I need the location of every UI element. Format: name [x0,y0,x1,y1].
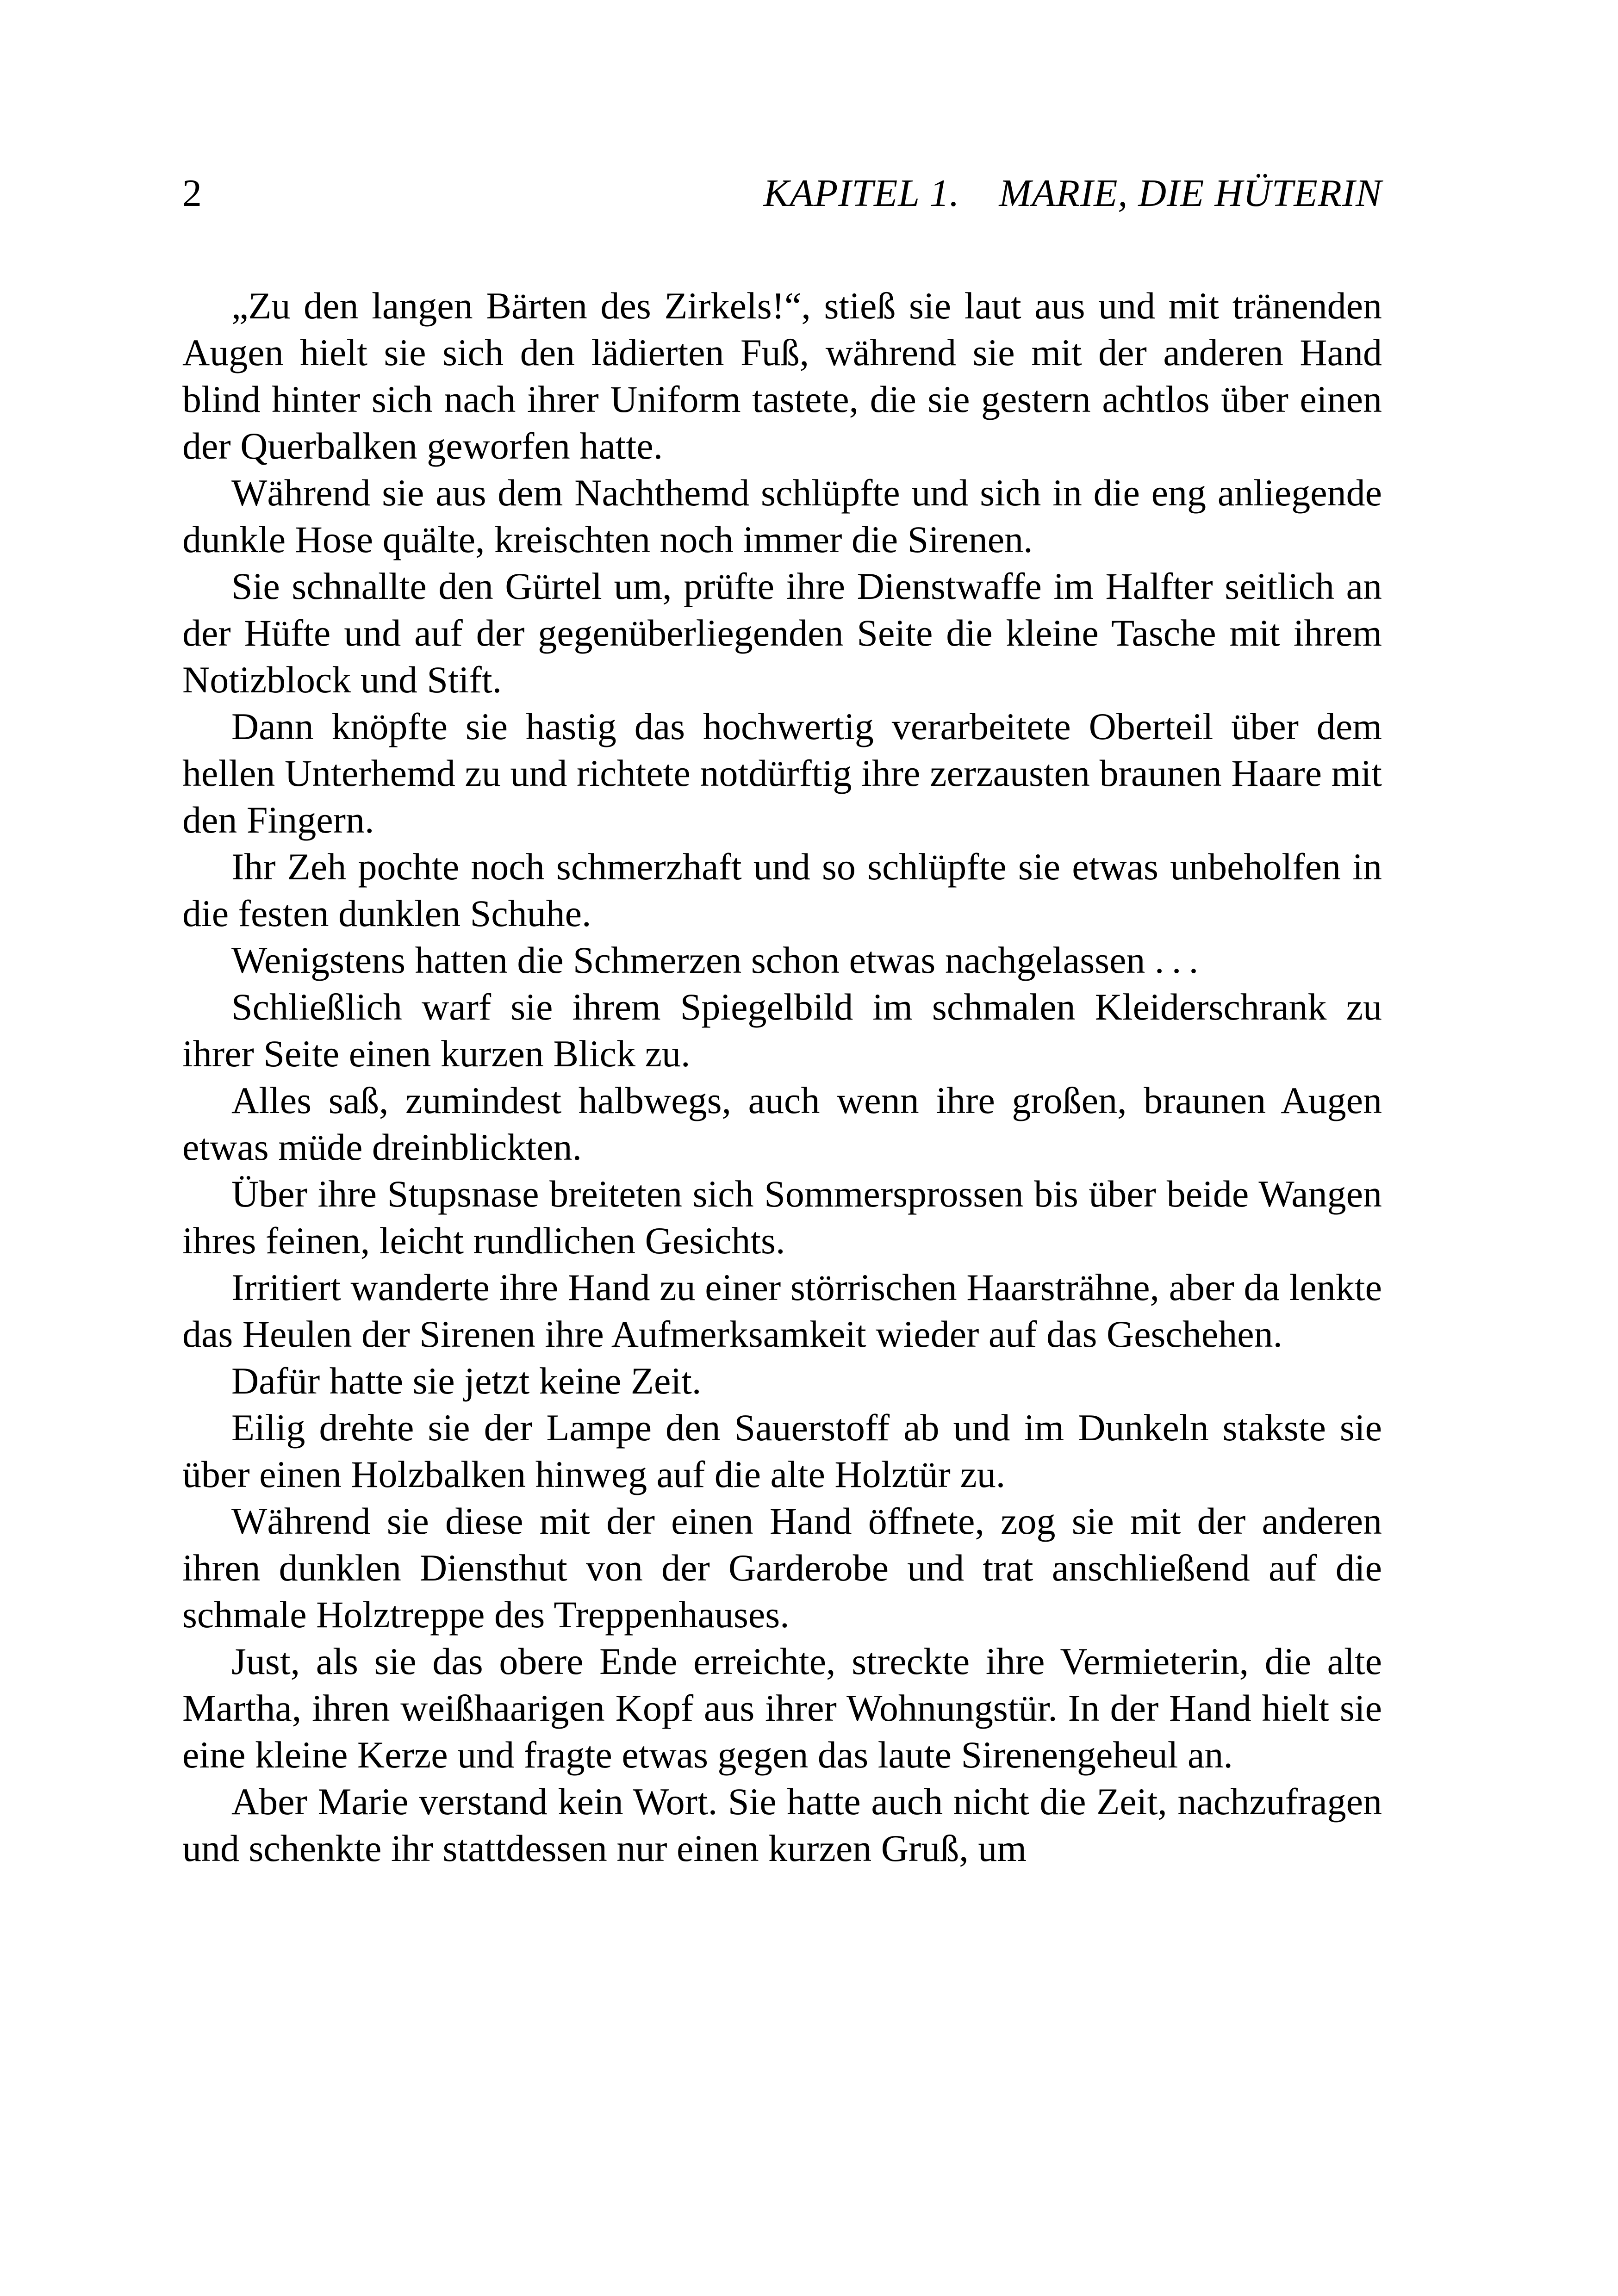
paragraph: Während sie diese mit der einen Hand öffnete, zog sie mit der anderen ihren dunklen Diensthut von der Garderobe und trat anschließend auf die schmale Holztreppe des Treppenhauses. [182,1500,1382,1636]
paragraph: Dafür hatte sie jetzt keine Zeit. [231,1360,702,1402]
paragraph: Just, als sie das obere Ende erreichte, streckte ihre Vermieterin, die alte Martha, ihren weißhaarigen Kopf aus ihrer Wohnungstür. In der Hand hielt sie eine kleine Kerze und fragte etwas gegen das laute Sirenengeheul an. [182,1640,1382,1776]
paragraph: Über ihre Stupsnase breiteten sich Sommersprossen bis über beide Wangen ihres feinen, leicht rundlichen Gesichts. [182,1173,1382,1262]
paragraph: Während sie aus dem Nachthemd schlüpfte und sich in die eng anliegende dunkle Hose quälte, kreischten noch immer die Sirenen. [182,472,1382,560]
paragraph: Ihr Zeh pochte noch schmerzhaft und so schlüpfte sie etwas unbeholfen in die festen dunklen Schuhe. [182,846,1382,934]
paragraph: Irritiert wanderte ihre Hand zu einer störrischen Haarsträhne, aber da lenkte das Heulen der Sirenen ihre Aufmerksamkeit wieder auf das Geschehen. [182,1266,1382,1355]
paragraph: Alles saß, zumindest halbwegs, auch wenn ihre großen, braunen Augen etwas müde dreinblickten. [182,1079,1382,1168]
running-head: KAPITEL 1. MARIE, DIE HÜTERIN [763,172,1382,215]
page-body [182,282,1382,1872]
paragraph: Eilig drehte sie der Lampe den Sauerstoff ab und im Dunkeln stakste sie über einen Holzbalken hinweg auf die alte Holztür zu. [182,1406,1382,1495]
paragraph: Wenigstens hatten die Schmerzen schon etwas nachgelassen . . . [231,939,1199,981]
page-header [182,174,1382,213]
paragraph: Dann knöpfte sie hastig das hochwertig verarbeitete Oberteil über dem hellen Unterhemd zu und richtete notdürftig ihre zerzausten braunen Haare mit den Fingern. [182,705,1382,841]
paragraph: Sie schnallte den Gürtel um, prüfte ihre Dienstwaffe im Halfter seitlich an der Hüfte und auf der gegenüberliegenden Seite die kleine Tasche mit ihrem Notizblock und Stift. [182,565,1382,701]
paragraph: Schließlich warf sie ihrem Spiegelbild im schmalen Kleiderschrank zu ihrer Seite einen kurzen Blick zu. [182,986,1382,1075]
paragraph: Aber Marie verstand kein Wort. Sie hatte auch nicht die Zeit, nachzufragen und schenkte ihr stattdessen nur einen kurzen Gruß, um [182,1780,1382,1869]
page-number: 2 [182,172,202,215]
paragraph: „Zu den langen Bärten des Zirkels!“, stieß sie laut aus und mit tränenden Augen hielt sie sich den lädierten Fuß, während sie mit der anderen Hand blind hinter sich nach ihrer Uniform tastete, die sie gestern achtlos über einen der Querbalken geworfen hatte. [182,285,1382,467]
